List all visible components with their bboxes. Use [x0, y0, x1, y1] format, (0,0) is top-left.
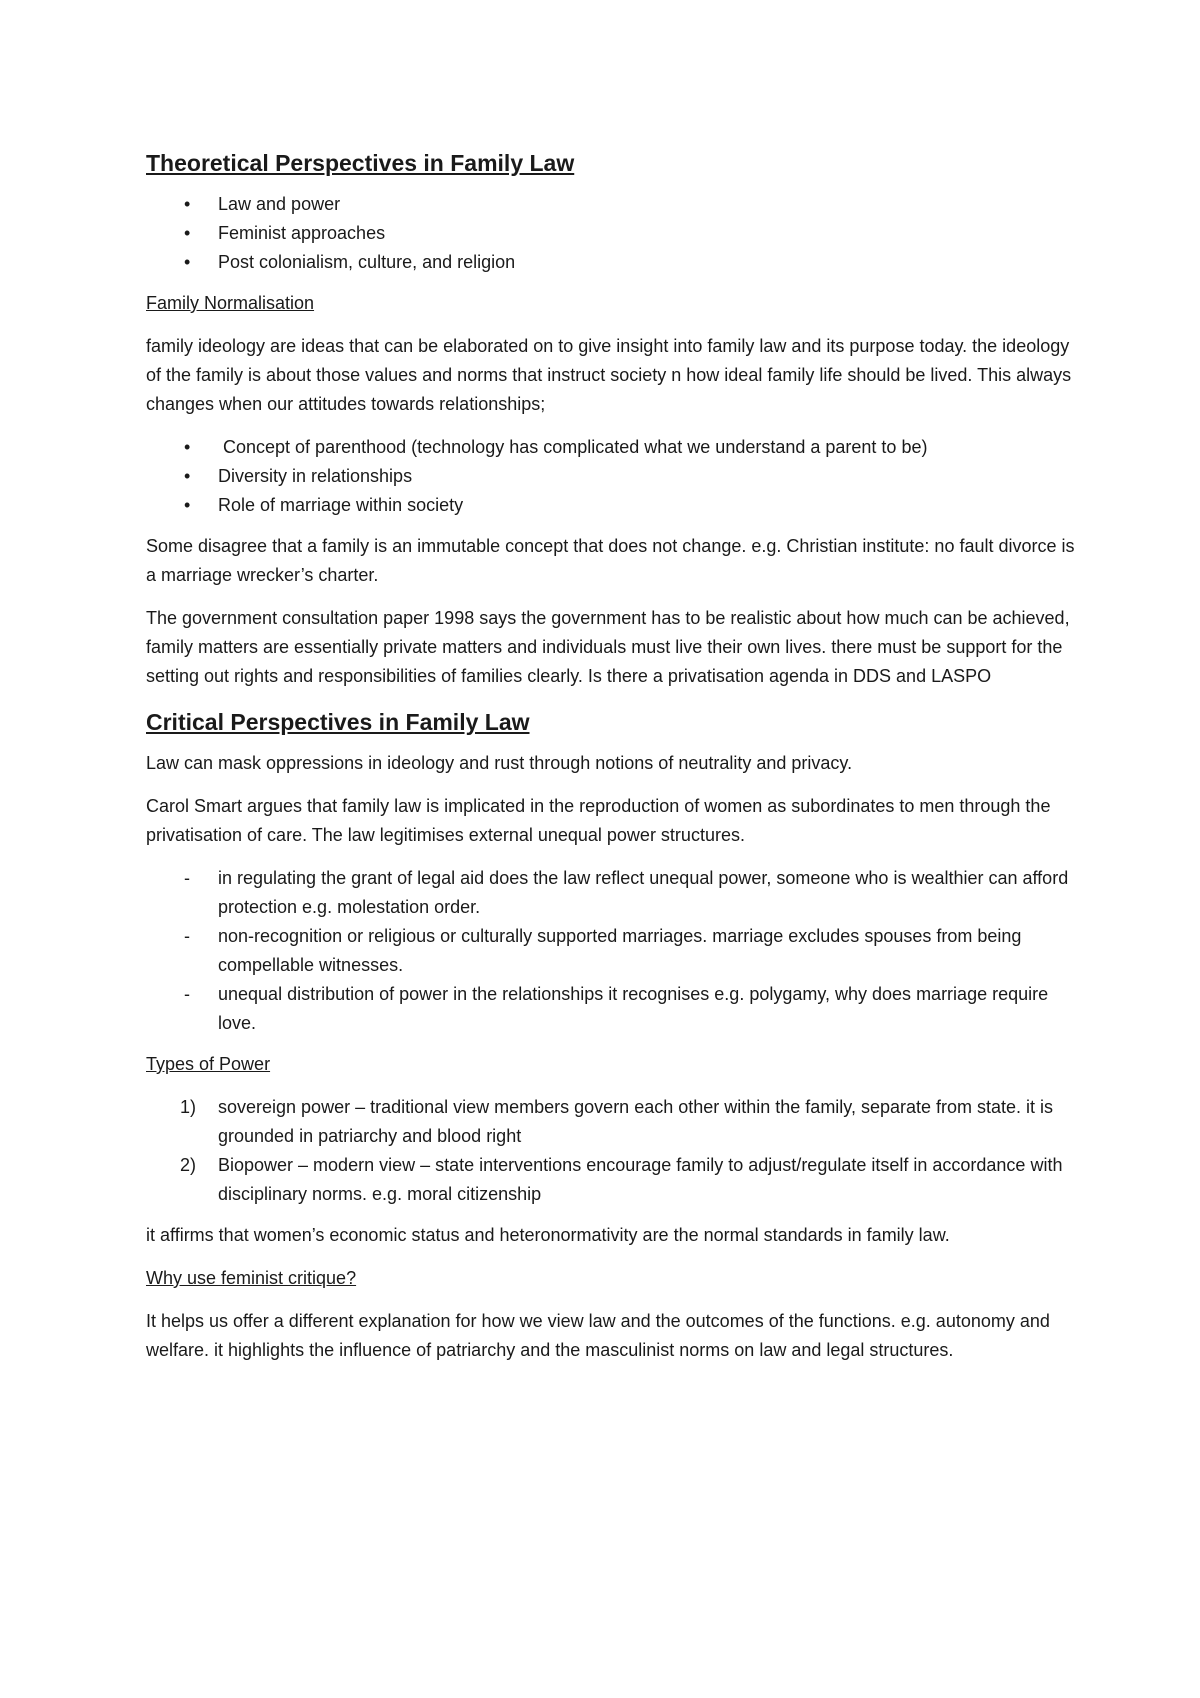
list-item: [146, 462, 1076, 491]
list-item: [146, 491, 1076, 520]
section-heading-family-normalisation: Family Normalisation: [146, 293, 315, 313]
bullet-marker: •: [184, 252, 191, 272]
page-title: Theoretical Perspectives in Family Law: [146, 150, 575, 176]
paragraph: The government consultation paper 1998 says the government has to be realistic about how much can be achieved, family matters are essentially private matters and individuals must live their own lives. there must be support for the setting out rights and responsibilities of families clearly. Is there a privatisation agenda in DDS and LASPO: [146, 608, 1070, 686]
dash-marker: -: [184, 984, 190, 1004]
list-item: [146, 248, 1076, 277]
paragraph: Law can mask oppressions in ideology and rust through notions of neutrality and privacy.: [146, 753, 853, 773]
section-heading-critical-perspectives: Critical Perspectives in Family Law: [146, 709, 530, 735]
list-item: [146, 190, 1076, 219]
list-item-text: sovereign power – traditional view members govern each other within the family, separate from state. it is grounded in patriarchy and blood right: [218, 1097, 1054, 1146]
list-item: [146, 1151, 1076, 1209]
document-body: [146, 146, 1076, 1379]
list-item-text: Concept of parenthood (technology has complicated what we understand a parent to be): [218, 437, 928, 457]
list-item-text: Biopower – modern view – state interventions encourage family to adjust/regulate itself in accordance with disciplinary norms. e.g. moral citizenship: [218, 1155, 1063, 1204]
dash-marker: -: [184, 868, 190, 888]
list-item-text: unequal distribution of power in the relationships it recognises e.g. polygamy, why does marriage require love.: [218, 984, 1049, 1033]
paragraph: family ideology are ideas that can be elaborated on to give insight into family law and its purpose today. the ideology of the family is about those values and norms that instruct society n how ideal family life should be lived. This always changes when our attitudes towards relationships;: [146, 336, 1072, 414]
intro-bullet-list: [146, 190, 1076, 277]
bullet-marker: •: [184, 495, 191, 515]
list-item: [146, 864, 1076, 922]
list-item: [146, 219, 1076, 248]
list-item-text: in regulating the grant of legal aid does the law reflect unequal power, someone who is wealthier can afford protection e.g. molestation order.: [218, 868, 1069, 917]
list-item: [146, 922, 1076, 980]
dash-list: [146, 864, 1076, 1038]
list-item-text: Feminist approaches: [218, 223, 386, 243]
list-number: 2): [180, 1155, 197, 1175]
bullet-marker: •: [184, 466, 191, 486]
list-item: [146, 980, 1076, 1038]
dash-marker: -: [184, 926, 190, 946]
normalisation-bullet-list: [146, 433, 1076, 520]
numbered-list: [146, 1093, 1076, 1209]
section-heading-types-of-power: Types of Power: [146, 1054, 271, 1074]
list-item-text: Role of marriage within society: [218, 495, 464, 515]
list-item-text: Post colonialism, culture, and religion: [218, 252, 516, 272]
list-item-text: non-recognition or religious or culturally supported marriages. marriage excludes spouses from being compellable witnesses.: [218, 926, 1022, 975]
paragraph: it affirms that women’s economic status and heteronormativity are the normal standards in family law.: [146, 1225, 950, 1245]
bullet-marker: •: [184, 194, 191, 214]
paragraph: Some disagree that a family is an immutable concept that does not change. e.g. Christian institute: no fault divorce is a marriage wrecker’s charter.: [146, 536, 1075, 585]
list-item-text: Law and power: [218, 194, 341, 214]
list-item: [146, 433, 1076, 462]
paragraph: It helps us offer a different explanation for how we view law and the outcomes of the functions. e.g. autonomy and welfare. it highlights the influence of patriarchy and the masculinist norms on law and legal structures.: [146, 1311, 1050, 1360]
list-item: [146, 1093, 1076, 1151]
paragraph: Carol Smart argues that family law is implicated in the reproduction of women as subordinates to men through the privatisation of care. The law legitimises external unequal power structures.: [146, 796, 1051, 845]
list-item-text: Diversity in relationships: [218, 466, 413, 486]
section-heading-feminist-critique: Why use feminist critique?: [146, 1268, 357, 1288]
list-number: 1): [180, 1097, 197, 1117]
bullet-marker: •: [184, 437, 191, 457]
bullet-marker: •: [184, 223, 191, 243]
